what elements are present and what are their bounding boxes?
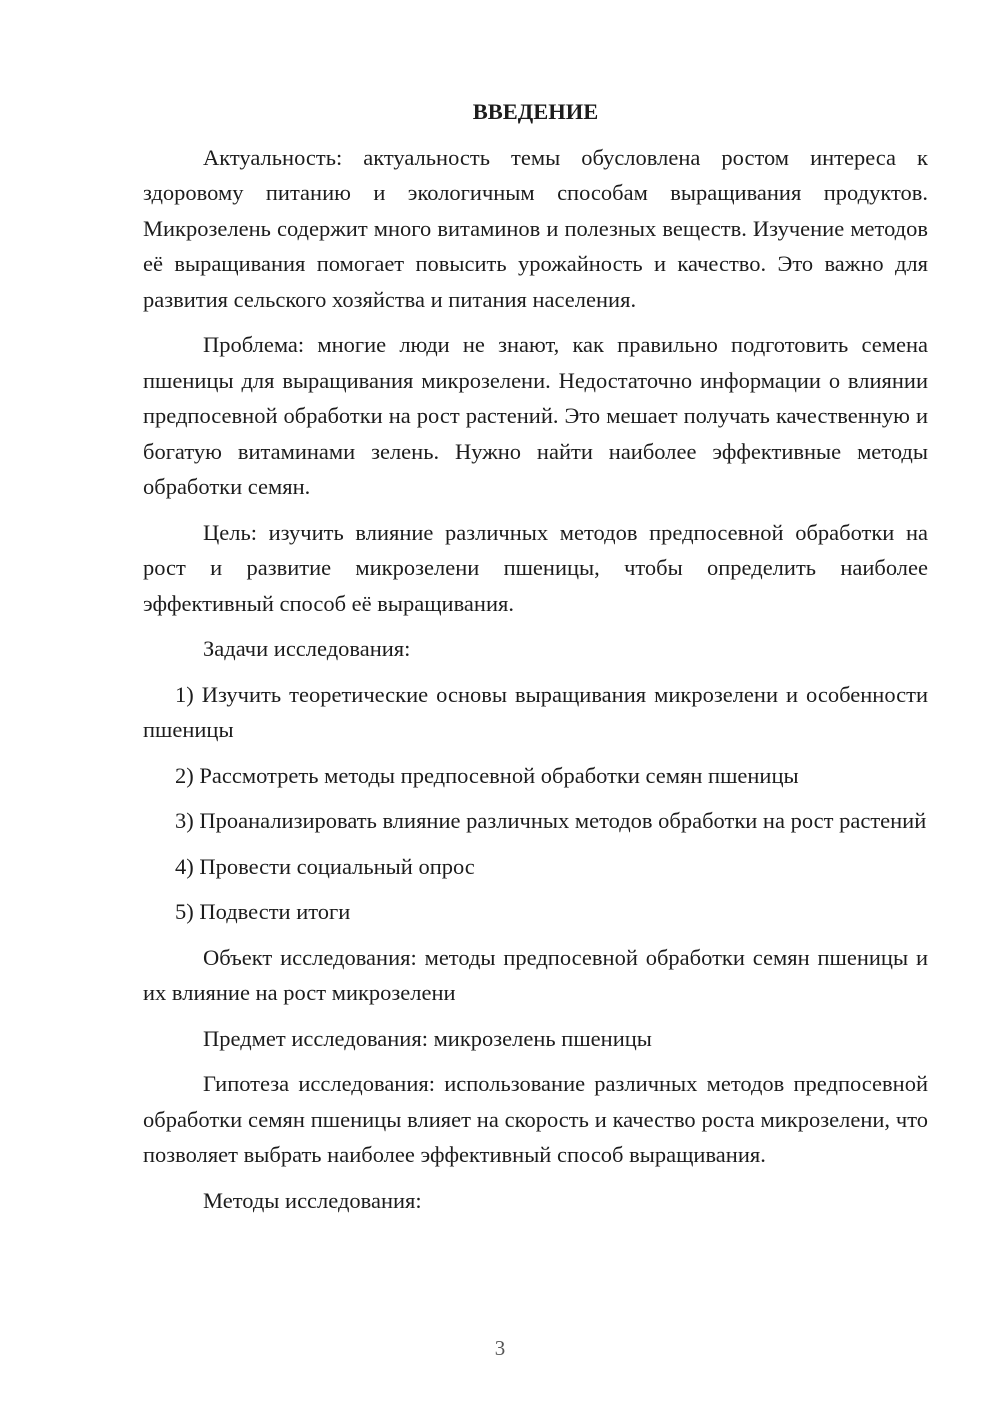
task-item: 4) Провести социальный опрос bbox=[175, 853, 475, 879]
goal-paragraph: Цель: изучить влияние различных методов предпосевной обработки на рост и развитие микрозелени пшеницы, чтобы определить наиболее эффективный способ её выращивания. bbox=[143, 519, 928, 616]
problem-paragraph: Проблема: многие люди не знают, как правильно подготовить семена пшеницы для выращивания микрозелени. Недостаточно информации о влиянии предпосевной обработки на рост растений. Это мешает получать качественную и богатую витаминами зелень. Нужно найти наиболее эффективные методы обработки семян. bbox=[143, 332, 928, 499]
section-heading: ВВЕДЕНИЕ bbox=[472, 99, 599, 124]
methods-heading: Методы исследования: bbox=[203, 1187, 422, 1213]
tasks-heading: Задачи исследования: bbox=[203, 636, 411, 661]
hypothesis-paragraph: Гипотеза исследования: использование различных методов предпосевной обработки семян пшеницы влияет на скорость и качество роста микрозелени, что позволяет выбрать наиболее эффективный способ выращивания. bbox=[143, 1071, 928, 1167]
task-item: 1) Изучить теоретические основы выращивания микрозелени и особенности пшеницы bbox=[143, 681, 928, 742]
task-item: 3) Проанализировать влияние различных методов обработки на рост растений bbox=[175, 808, 927, 833]
relevance-paragraph: Актуальность: актуальность темы обусловлена ростом интереса к здоровому питанию и экологичным способам выращивания продуктов. Микрозелень содержит много витаминов и полезных веществ. Изучение методов её выращивания помогает повысить урожайность и качество. Это важно для развития сельского хозяйства и питания населения. bbox=[143, 144, 928, 312]
task-item: 5) Подвести итоги bbox=[175, 899, 351, 924]
page-number: 3 bbox=[494, 1336, 506, 1360]
task-item: 2) Рассмотреть методы предпосевной обработки семян пшеницы bbox=[175, 762, 799, 788]
research-object-paragraph: Объект исследования: методы предпосевной обработки семян пшеницы и их влияние на рост микрозелени bbox=[143, 944, 928, 1005]
research-subject-paragraph: Предмет исследования: микрозелень пшеницы bbox=[203, 1025, 652, 1051]
